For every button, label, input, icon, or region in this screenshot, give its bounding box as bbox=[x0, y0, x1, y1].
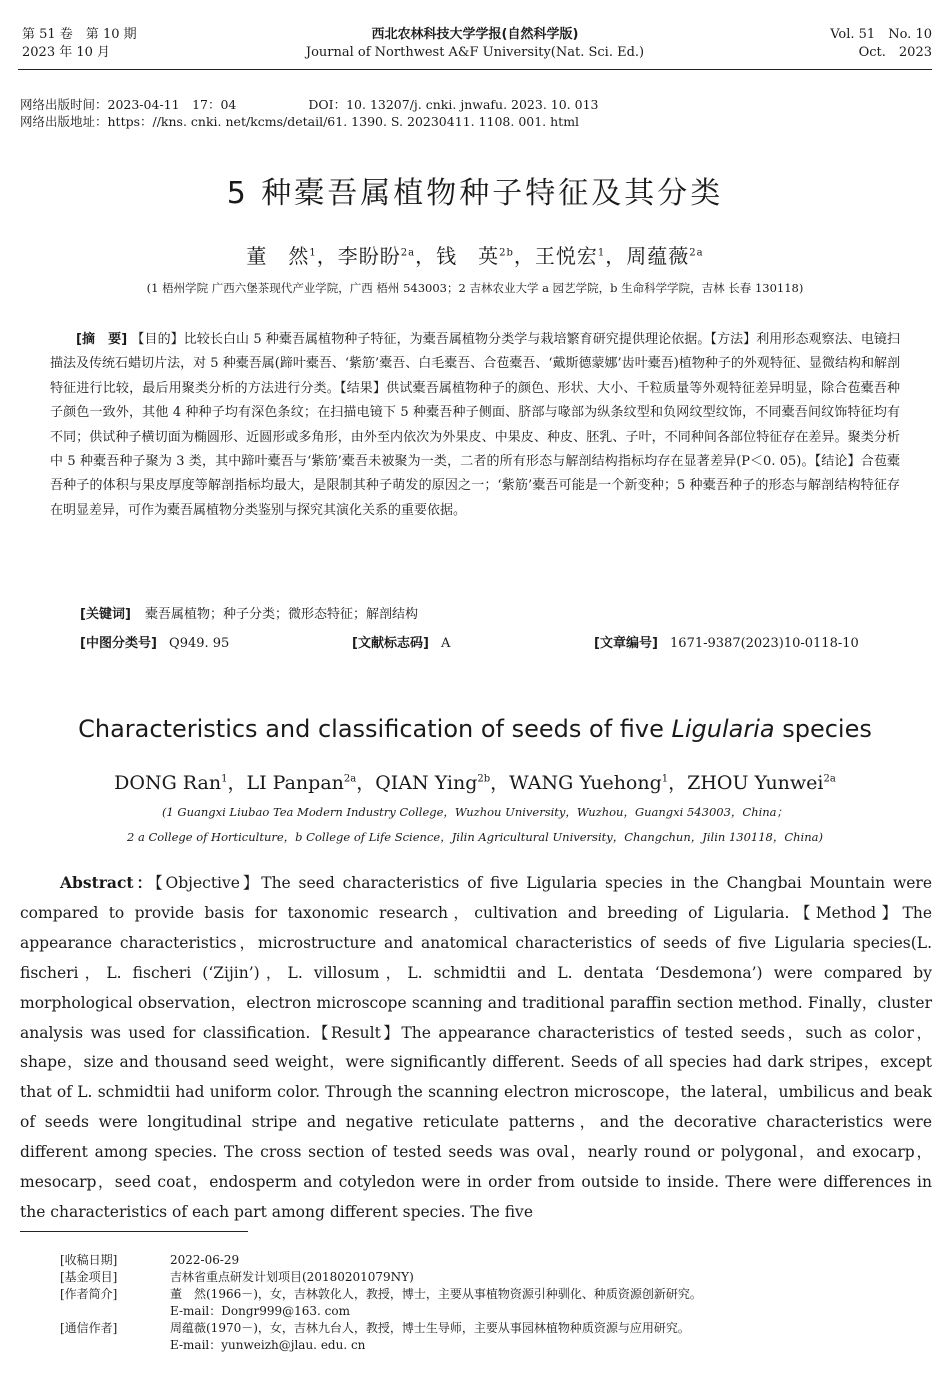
abstract-en bbox=[20, 868, 932, 1228]
author-cn: 董 然 bbox=[246, 244, 310, 268]
abstract-cn-text: 【目的】比较长白山 5 种橐吾属植物种子特征，为橐吾属植物分类学与栽培繁育研究提供理论依据。【方法】利用形态观察法、电镜扫描法及传统石蜡切片法，对 5 种橐吾属(蹄叶橐吾、‘紫筋’橐吾、白毛橐吾、合苞橐吾、‘戴斯德蒙娜’齿叶橐吾)植物种子的外观特征、显微结构和解剖特征进行比较，最后用聚类分析的方法进行分类。【结果】供试橐吾属植物种子的颜色、形状、大小、千粒质量等外观特征差异明显，除合苞橐吾种子颜色一致外，其他 4 种种子均有深色条纹；在扫描电镜下 5 种橐吾种子侧面、脐部与喙部为纵条纹型和负网纹型纹饰，不同橐吾间纹饰特征均有不同；供试种子横切面为椭圆形、近圆形或多角形，由外至内依次为外果皮、中果皮、种皮、胚乳、子叶，不同种间各部位特征存在差异。聚类分析中 5 种橐吾种子聚为 3 类，其中蹄叶橐吾与‘紫筋’橐吾未被聚为一类，二者的所有形态与解剖结构指标均存在显著差异(P＜0. 05)。【结论】合苞橐吾种子的体积与果皮厚度等解剖指标均最大，是限制其种子萌发的原因之一；‘紫筋’橐吾可能是一个新变种；5 种橐吾种子的形态与解剖结构特征存在明显差异，可作为橐吾属植物分类鉴别与探究其演化关系的重要依据。 bbox=[50, 332, 900, 518]
abstract-en-text: 【Objective】The seed characteristics of five Ligularia species in the Changbai Mountain were compared to provide basis for taxonomic research，cultivation and breeding of Ligularia.【Method】The appearance characteristics，microstructure and anatomical characteristics of seeds of five Ligularia species(L. fischeri，L. fischeri (‘Zijin’)，L. villosum，L. schmidtii and L. dentata ‘Desdemona’) were compared by morphological observation，electron microscope scanning and traditional paraffin section method. Finally，cluster analysis was used for classification.【Result】The appearance characteristics of tested seeds，such as color，shape，size and thousand seed weight，were significantly different. Seeds of all species had dark stripes，except that of L. schmidtii had uniform color. Through the scanning electron microscope，the lateral，umbilicus and beak of seeds were longitudinal stripe and negative reticulate patterns，and the decorative characteristics were different among species. The cross section of tested seeds was oval，nearly round or polygonal，and exocarp，mesocarp，seed coat，endosperm and cotyledon were in order from outside to inside. There were differences in the characteristics of each part among different species. The five bbox=[20, 874, 933, 1221]
affiliation-en-line2: 2 a College of Horticulture，b College of Life Science，Jilin Agricultural University，Changchun，Jilin 130118，China) bbox=[127, 830, 823, 844]
pub-meta bbox=[20, 96, 599, 130]
volume-cn: 第 51 卷 第 10 期 bbox=[22, 27, 137, 42]
authors-cn: 董 然$^1$，李盼盼$^{2a}$，钱 英$^{2b}$，王悦宏$^1$，周蕴薇$^{2a}$ bbox=[246, 244, 704, 268]
author-cn: 周蕴薇 bbox=[626, 244, 690, 268]
header-center bbox=[250, 26, 700, 62]
author-cn: 钱 英 bbox=[436, 244, 500, 268]
journal-name-cn: 西北农林科技大学学报(自然科学版) bbox=[371, 27, 579, 42]
article-number: [文章编号] 1671-9387(2023)10-0118-10 bbox=[594, 636, 859, 651]
header-right bbox=[830, 26, 932, 62]
document-code: [文献标志码] A bbox=[352, 636, 451, 651]
keywords-text: 橐吾属植物；种子分类；微形态特征；解剖结构 bbox=[145, 607, 419, 622]
abstract-cn bbox=[50, 328, 900, 523]
clc-number: [中图分类号] Q949. 95 bbox=[80, 636, 230, 651]
journal-name-en: Journal of Northwest A&F University(Nat. Sci. Ed.) bbox=[305, 45, 645, 60]
footnotes bbox=[60, 1252, 920, 1354]
author-en: WANG Yuehong bbox=[509, 772, 662, 794]
author-cn: 王悦宏 bbox=[534, 244, 598, 268]
date-cn: 2023 年 10 月 bbox=[22, 45, 111, 60]
header-left bbox=[22, 26, 137, 62]
volume-en: Vol. 51 No. 10 bbox=[830, 27, 932, 42]
footnote-funding: [基金项目] 吉林省重点研发计划项目(20180201079NY) bbox=[60, 1270, 414, 1284]
keywords-cn bbox=[80, 603, 418, 622]
author-en: ZHOU Yunwei bbox=[687, 772, 824, 794]
authors-en: DONG Ran$^1$，LI Panpan$^{2a}$，QIAN Ying$^{2b}$，WANG Yuehong$^1$，ZHOU Yunwei$^{2a}$ bbox=[114, 772, 836, 794]
footnote-corresponding: [通信作者] 周蕴薇(1970－)，女，吉林九台人，教授，博士生导师，主要从事园林植物种质资源与应用研究。 bbox=[60, 1321, 690, 1335]
affiliation-cn: (1 梧州学院 广西六堡茶现代产业学院，广西 梧州 543003；2 吉林农业大学 a 园艺学院，b 生命科学学院，吉林 长春 130118) bbox=[146, 281, 804, 295]
footnote-author-bio: [作者简介] 董 然(1966－)，女，吉林敦化人，教授，博士，主要从事植物资源引种驯化、种质资源创新研究。 bbox=[60, 1287, 702, 1301]
online-time: 网络出版时间：2023-04-11 17：04 bbox=[20, 97, 237, 112]
author-cn: 李盼盼 bbox=[337, 244, 401, 268]
doi: DOI：10. 13207/j. cnki. jnwafu. 2023. 10. 013 bbox=[308, 97, 599, 112]
affiliation-en-line1: (1 Guangxi Liubao Tea Modern Industry College，Wuzhou University，Wuzhou，Guangxi 543003，China； bbox=[161, 805, 789, 819]
article-title-en: Characteristics and classification of seeds of five Ligularia species bbox=[78, 715, 872, 743]
footnote-received: [收稿日期] 2022-06-29 bbox=[60, 1253, 240, 1267]
footnote-corresponding-email: E-mail：yunweizh@jlau. edu. cn bbox=[170, 1338, 366, 1352]
header-rule bbox=[18, 69, 932, 70]
author-en: LI Panpan bbox=[246, 772, 344, 794]
keywords-label: [关键词] bbox=[80, 607, 131, 622]
footnote-rule bbox=[20, 1231, 248, 1232]
online-url[interactable]: 网络出版地址：https：//kns. cnki. net/kcms/detail/61. 1390. S. 20230411. 1108. 001. html bbox=[20, 114, 580, 129]
author-en: DONG Ran bbox=[114, 772, 222, 794]
abstract-en-label: Abstract： bbox=[60, 873, 155, 892]
footnote-author-email: E-mail：Dongr999@163. com bbox=[170, 1304, 351, 1318]
date-en: Oct. 2023 bbox=[858, 45, 932, 60]
article-title-cn: 5 种橐吾属植物种子特征及其分类 bbox=[226, 176, 724, 211]
author-en: QIAN Ying bbox=[375, 772, 478, 794]
abstract-cn-label: [摘 要] bbox=[76, 332, 128, 347]
